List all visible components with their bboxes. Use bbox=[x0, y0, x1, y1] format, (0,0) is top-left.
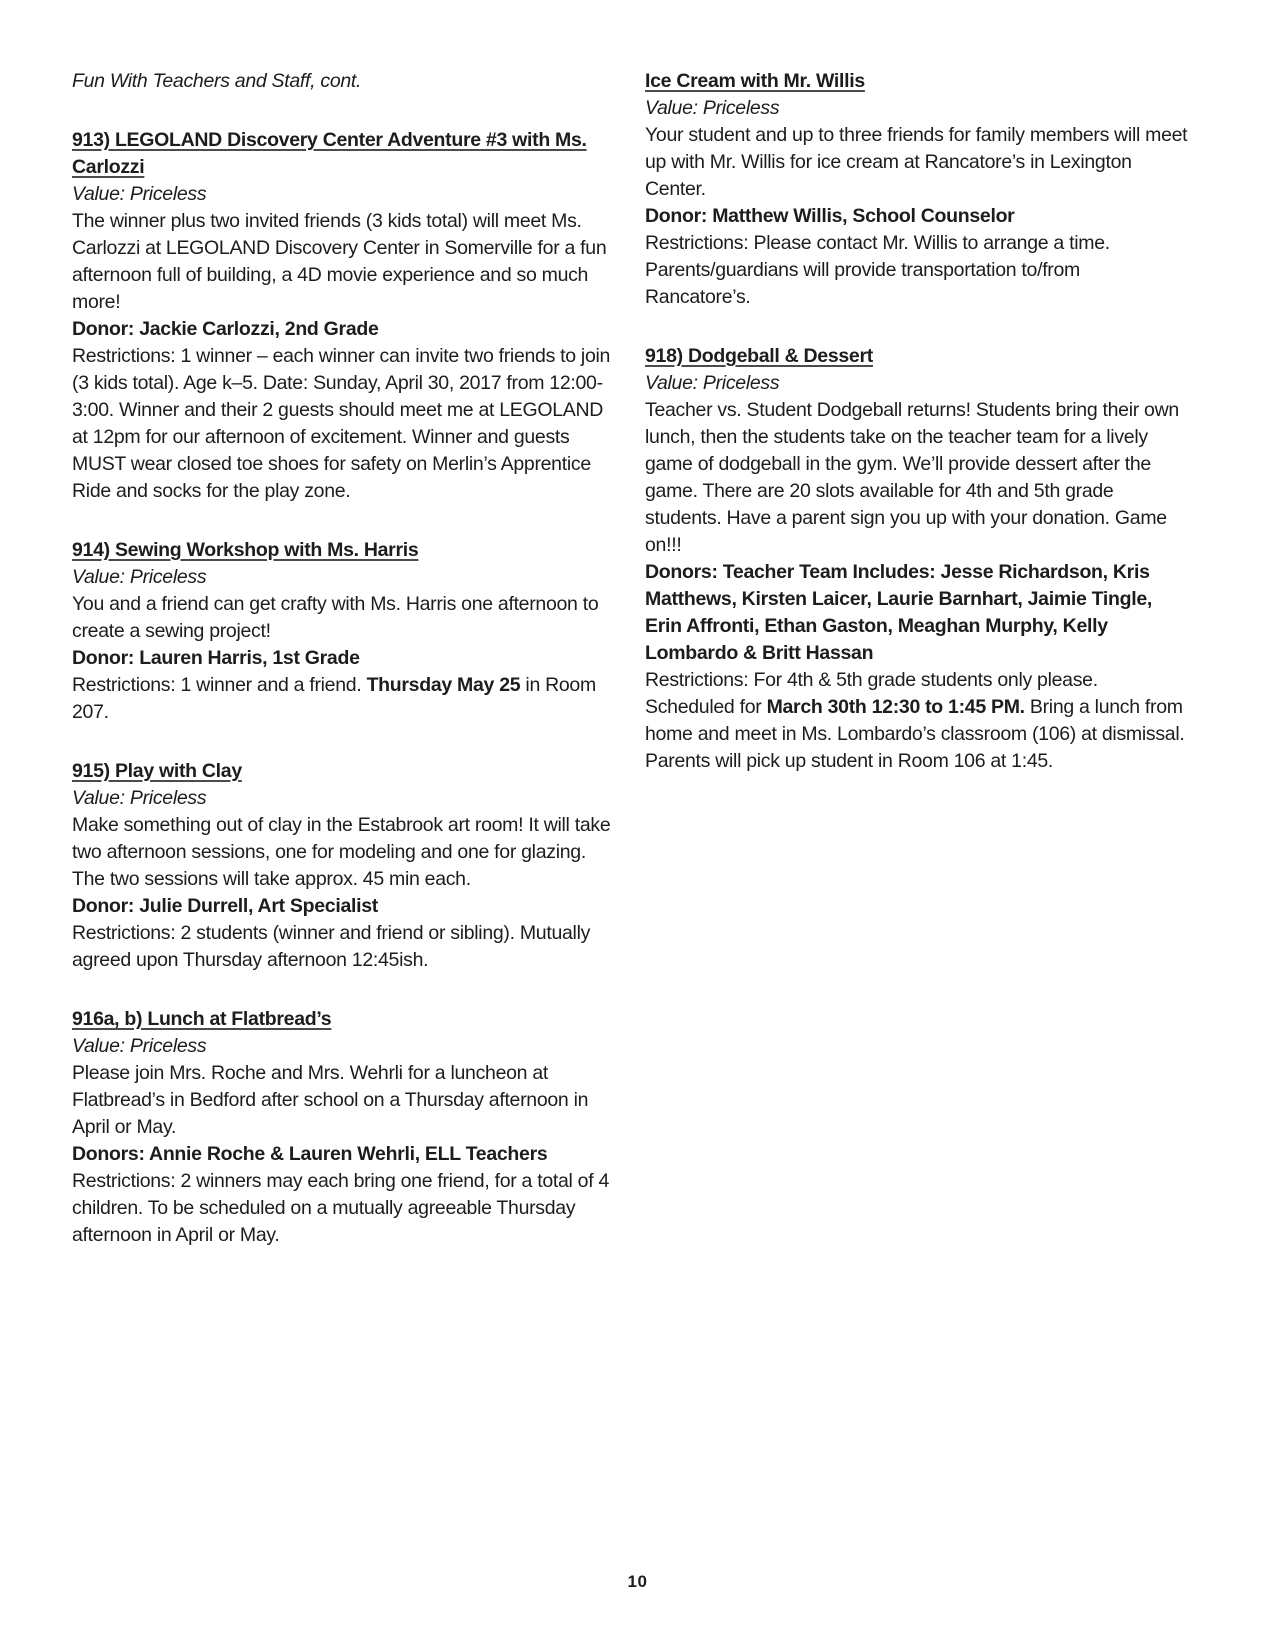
item-value: Value: Priceless bbox=[72, 183, 207, 205]
item-value: Value: Priceless bbox=[72, 1035, 207, 1057]
item-donor: Donor: Matthew Willis, School Counselor bbox=[645, 205, 1015, 227]
item-donor: Donors: Annie Roche & Lauren Wehrli, ELL Teachers bbox=[72, 1143, 548, 1165]
restrictions-text: Restrictions: Please contact Mr. Willis to arrange a time. Parents/guardians will provide transportation to/from Rancatore’s. bbox=[645, 232, 1110, 308]
item-description: Teacher vs. Student Dodgeball returns! Students bring their own lunch, then the students take on the teacher team for a lively game of dodgeball in the gym. We’ll provide dessert after the game. There are 20 slots available for 4th and 5th grade students. Have a parent sign you up with your donation. Game on!!! bbox=[645, 399, 1179, 556]
restrictions-text: Restrictions: 2 students (winner and friend or sibling). Mutually agreed upon Thursday afternoon 12:45ish. bbox=[72, 922, 591, 971]
restrictions-text: Restrictions: For 4th & 5th grade students only please. Scheduled for bbox=[645, 669, 1098, 718]
right-column bbox=[645, 68, 1190, 775]
restrictions-text: Restrictions: 1 winner and a friend. bbox=[72, 674, 367, 696]
item-value: Value: Priceless bbox=[645, 372, 780, 394]
item-restrictions bbox=[645, 230, 1190, 311]
item-restrictions bbox=[72, 672, 617, 726]
restrictions-bold-text: March 30th 12:30 to 1:45 PM. bbox=[766, 696, 1025, 718]
auction-item-915 bbox=[72, 758, 617, 974]
item-restrictions bbox=[72, 343, 617, 505]
restrictions-bold-text: Thursday May 25 bbox=[366, 674, 521, 696]
item-donor: Donor: Jackie Carlozzi, 2nd Grade bbox=[72, 318, 379, 340]
item-value: Value: Priceless bbox=[72, 787, 207, 809]
item-description: Your student and up to three friends for family members will meet up with Mr. Willis for ice cream at Rancatore’s in Lexington Center. bbox=[645, 124, 1188, 200]
item-title: 913) LEGOLAND Discovery Center Adventure #3 with Ms. Carlozzi bbox=[72, 129, 587, 178]
item-restrictions bbox=[72, 920, 617, 974]
item-value: Value: Priceless bbox=[72, 566, 207, 588]
section-continuation-header: Fun With Teachers and Staff, cont. bbox=[72, 70, 362, 92]
item-value: Value: Priceless bbox=[645, 97, 780, 119]
left-column bbox=[72, 68, 617, 1249]
item-donor: Donors: Teacher Team Includes: Jesse Richardson, Kris Matthews, Kirsten Laicer, Laurie Barnhart, Jaimie Tingle, Erin Affronti, Ethan Gaston, Meaghan Murphy, Kelly Lombardo & Britt Hassan bbox=[645, 561, 1153, 664]
restrictions-text-cont: Bring a lunch from home and meet in Ms. Lombardo’s classroom (106) at dismissal. Parents will pick up student in Room 106 at 1:45. bbox=[645, 696, 1185, 772]
restrictions-text-cont: in Room 207. bbox=[72, 674, 596, 723]
item-donor: Donor: Lauren Harris, 1st Grade bbox=[72, 647, 360, 669]
item-title: 918) Dodgeball & Dessert bbox=[645, 345, 873, 367]
item-description: Make something out of clay in the Estabrook art room! It will take two afternoon sessions, one for modeling and one for glazing. The two sessions will take approx. 45 min each. bbox=[72, 814, 611, 890]
auction-item-913 bbox=[72, 127, 617, 505]
item-restrictions bbox=[72, 1168, 617, 1249]
item-title: 914) Sewing Workshop with Ms. Harris bbox=[72, 539, 419, 561]
item-title: Ice Cream with Mr. Willis bbox=[645, 70, 865, 92]
item-donor: Donor: Julie Durrell, Art Specialist bbox=[72, 895, 378, 917]
auction-item-918 bbox=[645, 343, 1190, 775]
item-description: The winner plus two invited friends (3 kids total) will meet Ms. Carlozzi at LEGOLAND Discovery Center in Somerville for a fun afternoon full of building, a 4D movie experience and so much more! bbox=[72, 210, 607, 313]
page-number: 10 bbox=[627, 1572, 648, 1591]
item-restrictions bbox=[645, 667, 1190, 775]
item-title: 915) Play with Clay bbox=[72, 760, 242, 782]
restrictions-text: Restrictions: 1 winner – each winner can invite two friends to join (3 kids total). Age k–5. Date: Sunday, April 30, 2017 from 12:00-3:00. Winner and their 2 guests should meet me at LEGOLAND at 12pm for our afternoon of excitement. Winner and guests MUST wear closed toe shoes for safety on Merlin’s Apprentice Ride and socks for the play zone. bbox=[72, 345, 611, 502]
item-description: You and a friend can get crafty with Ms. Harris one afternoon to create a sewing project! bbox=[72, 593, 599, 642]
auction-item-914 bbox=[72, 537, 617, 726]
item-title: 916a, b) Lunch at Flatbread’s bbox=[72, 1008, 332, 1030]
restrictions-text: Restrictions: 2 winners may each bring one friend, for a total of 4 children. To be scheduled on a mutually agreeable Thursday afternoon in April or May. bbox=[72, 1170, 610, 1246]
item-description: Please join Mrs. Roche and Mrs. Wehrli for a luncheon at Flatbread’s in Bedford after school on a Thursday afternoon in April or May. bbox=[72, 1062, 589, 1138]
auction-item-916 bbox=[72, 1006, 617, 1249]
auction-item-ice-cream bbox=[645, 68, 1190, 311]
